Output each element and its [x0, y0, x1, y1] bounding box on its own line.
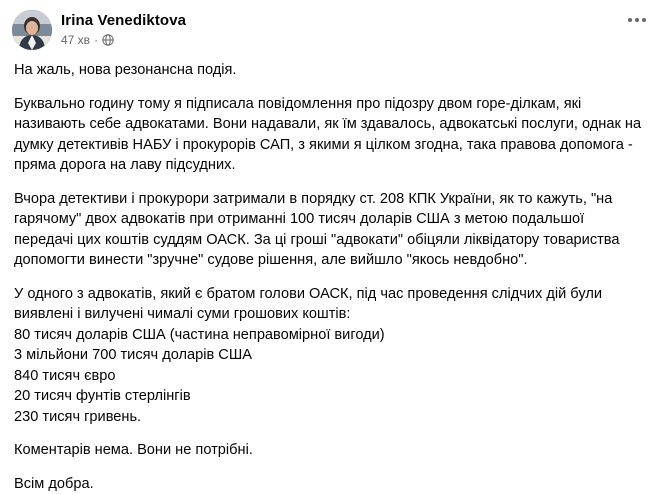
spacer — [14, 427, 646, 440]
post-header — [0, 0, 660, 56]
amount-line: 20 тисяч фунтів стерлінгів — [14, 386, 646, 407]
more-options-icon[interactable] — [628, 18, 646, 22]
post-paragraph: Буквально годину тому я підписала повідомлення про підозру двом горе-ділкам, які називають себе адвокатами. Вони надавали, як їм здавалось, адвокатські послуги, однак на думку детективів НАБУ і прокурорів САП, з якими я цілком згодна, така правова допомога - пряма дорога на лаву підсудних. — [14, 94, 646, 176]
amount-line: 840 тисяч євро — [14, 366, 646, 387]
post-header-text — [61, 10, 186, 47]
post-paragraph: Вчора детективи і прокурори затримали в порядку ст. 208 КПК України, як то кажуть, "на гарячому" двох адвокатів при отриманні 100 тисяч доларів США з метою подальшої передачі цих коштів суддям ОАСК. За ці гроші "адвокати" обіцяли ліквідатору товариства допомогти винести "зручне" судове рішення, але вийшло "якось невдобно". — [14, 189, 646, 271]
amount-line: 230 тисяч гривень. — [14, 407, 646, 428]
globe-icon[interactable] — [102, 34, 114, 46]
author-name[interactable]: Irina Venediktova — [61, 11, 186, 30]
amount-line: 80 тисяч доларів США (частина неправомірної вигоди) — [14, 325, 646, 346]
post-body — [0, 56, 660, 494]
avatar[interactable] — [12, 10, 52, 50]
post-timestamp[interactable]: 47 хв — [61, 33, 90, 47]
post-closing-line: Всім добра. — [14, 474, 646, 494]
dot — [628, 18, 632, 22]
dot — [642, 18, 646, 22]
post-paragraph: На жаль, нова резонансна подія. — [14, 60, 646, 81]
amount-line: 3 мільйони 700 тисяч доларів США — [14, 345, 646, 366]
post-meta — [61, 33, 186, 47]
dot — [635, 18, 639, 22]
post-paragraph: У одного з адвокатів, який є братом голови ОАСК, під час проведення слідчих дій були виявлені і вилучені чималі суми грошових коштів: — [14, 284, 646, 325]
meta-separator: · — [94, 33, 98, 47]
post-closing-line: Коментарів нема. Вони не потрібні. — [14, 440, 646, 461]
